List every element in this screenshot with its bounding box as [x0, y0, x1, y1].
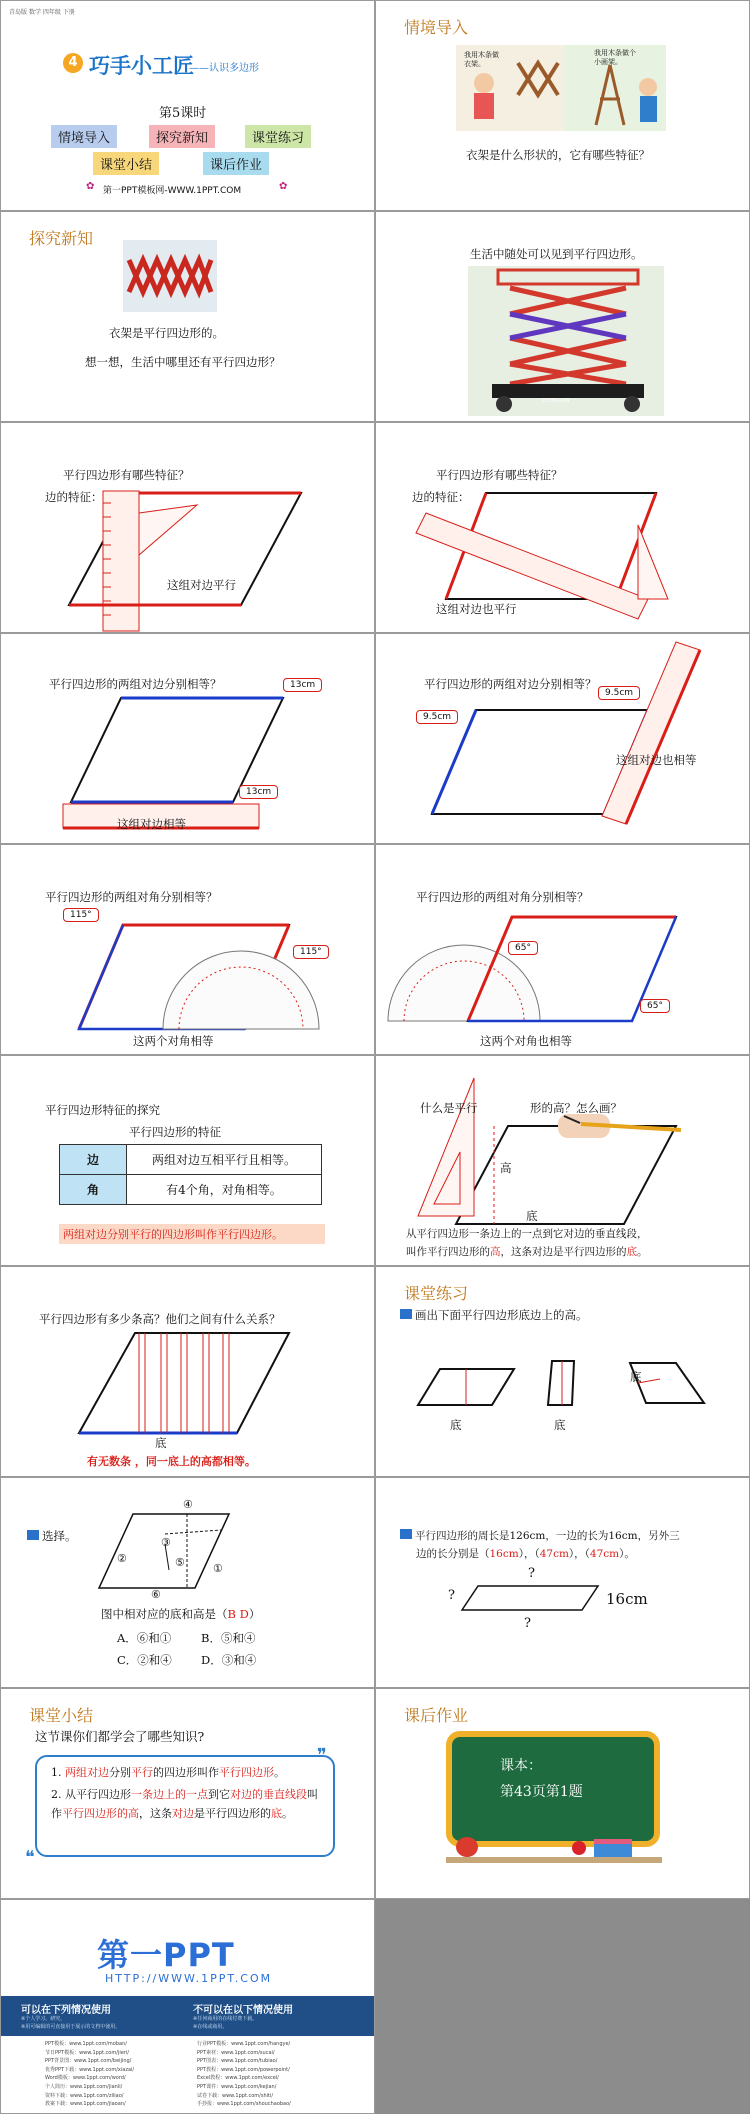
parallelogram-figure [376, 634, 750, 844]
choice-question: 图中相对应的底和高是（B D） [101, 1607, 261, 1621]
menu-item-explore[interactable]: 探究新知 [149, 125, 215, 148]
slide-choice[interactable] [0, 1477, 375, 1688]
parallelogram-figure [376, 845, 750, 1055]
slide-question-a: 什么是平行 [420, 1101, 478, 1115]
perimeter-question-2: 边的长分别是（16cm），（47cm），（47cm）。 [416, 1548, 635, 1560]
conclusion-box: 两组对边分别平行的四边形叫作平行四边形。 [59, 1224, 325, 1244]
angle-callout: 115° [293, 945, 329, 959]
slide-text: 想一想，生活中哪里还有平行四边形？ [85, 355, 281, 369]
figure-note: 这两个对角也相等 [480, 1034, 572, 1048]
table-cell: 两组对边互相平行且相等。 [127, 1145, 322, 1175]
menu-item-intro[interactable]: 情境导入 [51, 125, 117, 148]
slide-ad[interactable] [0, 1899, 375, 2114]
unknown-side: ? [528, 1566, 535, 1581]
summary-point-1: 1. 两组对边分别平行的四边形叫作平行四边形。 [51, 1766, 285, 1779]
angle-callout: 115° [63, 908, 99, 922]
coat-rack-photo [123, 240, 217, 312]
slide-question: 平行四边形的两组对角分别相等？ [416, 890, 589, 904]
lesson-period: 第5课时 [159, 106, 207, 121]
slide-angles-1[interactable] [0, 844, 375, 1055]
summary-point-2: 2. 从平行四边形一条边上的一点到它对边的垂直线段叫作平行四边形的高，这条对边是平行四边形的底。 [51, 1788, 318, 1820]
summary-question: 这节课你们都学会了哪些知识? [35, 1729, 205, 1744]
ad-link[interactable]: PPT模板：www.1ppt.com/moban/ [45, 2041, 127, 2047]
perimeter-figure [376, 1478, 750, 1688]
menu-item-homework[interactable]: 课后作业 [203, 152, 269, 175]
ad-cannot-line: ※任何商用的在线付费下载。 [193, 2016, 258, 2022]
practice-figures [376, 1267, 750, 1477]
quote-icon: ❞ [317, 1745, 327, 1766]
ad-links-right [197, 2040, 291, 2109]
figure-note: 这组对边相等 [117, 817, 186, 831]
table-row [60, 1145, 322, 1175]
flower-icon: ✿ [279, 181, 288, 192]
choice-task: 选择。 [27, 1528, 77, 1544]
ad-link[interactable]: Excel教程：www.1ppt.com/excel/ [197, 2075, 279, 2082]
slide-cover[interactable] [0, 0, 375, 211]
figure-number: ⑥ [151, 1588, 161, 1601]
side-length-label: 16cm [606, 1590, 648, 1608]
choice-option[interactable]: B．⑤和④ [201, 1631, 256, 1645]
lesson-number-badge: 4 [63, 53, 83, 73]
ad-link[interactable]: PPT背景图：www.1ppt.com/beijing/ [45, 2058, 132, 2065]
definition-line-1: 从平行四边形一条边上的一点到它对边的垂直线段， [406, 1228, 648, 1240]
figure-number: ① [213, 1562, 223, 1575]
slide-practice-draw[interactable] [375, 1266, 750, 1477]
base-label: 底 [526, 1209, 538, 1223]
ad-cannot-line: ※在线或商用。 [193, 2024, 228, 2030]
slide-question: 平行四边形有哪些特征？ [436, 468, 563, 482]
figure-number: ⑤ [175, 1556, 185, 1569]
slide-summary[interactable] [0, 1688, 375, 1899]
figure-note: 这组对边也平行 [436, 602, 517, 616]
length-callout: 9.5cm [598, 686, 640, 700]
slide-question: 平行四边形有哪些特征？ [63, 468, 190, 482]
heights-figure [1, 1267, 375, 1477]
ad-logo: 第一PPT [97, 1936, 235, 1974]
ad-link[interactable]: PPT素材：www.1ppt.com/sucai/ [197, 2049, 275, 2056]
unknown-side: ? [448, 1588, 455, 1603]
ad-can-title: 可以在下列情况使用 [21, 2005, 111, 2016]
ad-link[interactable]: 资料下载：www.1ppt.com/ziliao/ [45, 2092, 124, 2099]
slide-intro[interactable] [375, 0, 750, 211]
menu-item-practice[interactable]: 课堂练习 [245, 125, 311, 148]
length-callout: 9.5cm [416, 710, 458, 724]
cover-website: 第一PPT模板网-WWW.1PPT.COM [103, 186, 242, 196]
angle-callout: 65° [640, 999, 670, 1013]
slide-label: 边的特征： [45, 490, 103, 504]
ad-link[interactable]: 试卷下载：www.1ppt.com/shiti/ [197, 2092, 274, 2099]
answer-text: 有无数条 ，同一底上的高都相等。 [87, 1455, 256, 1468]
figure-note: 这组对边平行 [167, 578, 236, 592]
choice-option[interactable]: C．②和④ [117, 1653, 172, 1667]
base-label: 底 [450, 1418, 462, 1432]
section-heading: 课后作业 [404, 1706, 469, 1725]
cover-subtitle: ——认识多边形 [189, 63, 259, 74]
slide-feature-table[interactable] [0, 1055, 375, 1266]
slide-perimeter[interactable] [375, 1477, 750, 1688]
ad-url[interactable]: HTTP://WWW.1PPT.COM [105, 1972, 273, 1985]
ad-link[interactable]: 教案下载：www.1ppt.com/jiaoan/ [45, 2101, 126, 2108]
apple-icon [572, 1841, 586, 1855]
speech-bubble-left: 我用木条做衣架。 [464, 51, 499, 68]
ad-links-left [45, 2040, 134, 2109]
books-icon [594, 1839, 632, 1857]
length-callout: 13cm [283, 678, 322, 692]
parallelogram-figure [1, 634, 375, 844]
shelf [446, 1857, 662, 1863]
slide-sides-equal-2[interactable] [375, 633, 750, 844]
lift-brand-label: ZOOMLION [542, 398, 570, 404]
figure-note: 这组对边也相等 [616, 753, 697, 767]
scissor-lift-photo [468, 266, 664, 416]
figure-note: 这两个对角相等 [133, 1034, 214, 1048]
parallelogram-figure [1, 423, 375, 633]
perimeter-question-1: 平行四边形的周长是126cm，一边的长为16cm，另外三 [400, 1528, 680, 1543]
header-meta: 青岛版 数学 四年级 下册 [9, 9, 75, 16]
figure-number: ④ [183, 1498, 193, 1511]
ad-link[interactable]: 行业PPT模板：www.1ppt.com/hangye/ [197, 2041, 291, 2047]
slide-many-heights[interactable] [0, 1266, 375, 1477]
ad-can-line: ※个人学习、研究。 [21, 2016, 66, 2022]
slide-label: 边的特征： [412, 490, 470, 504]
table-row-head: 角 [60, 1175, 127, 1205]
slide-sides-equal-1[interactable] [0, 633, 375, 844]
slide-question: 平行四边形有多少条高？他们之间有什么关系？ [39, 1312, 281, 1326]
choice-option[interactable]: A．⑥和① [117, 1631, 172, 1645]
table-row [60, 1175, 322, 1205]
figure-number: ② [117, 1552, 127, 1565]
ad-link[interactable]: 个人简历：www.1ppt.com/jianli/ [45, 2083, 123, 2090]
table-title: 平行四边形的特征 [129, 1125, 221, 1139]
ad-cannot-title: 不可以在以下情况使用 [193, 2005, 293, 2016]
section-heading: 探究新知 [29, 229, 94, 248]
height-label: 高 [500, 1161, 512, 1175]
length-callout: 13cm [239, 785, 278, 799]
slide-text: 衣架是平行四边形的。 [109, 326, 224, 340]
slide-height-def[interactable] [375, 1055, 750, 1266]
ad-link[interactable]: 节日PPT模板：www.1ppt.com/jieri/ [45, 2049, 129, 2056]
blackboard-line-2: 第43页第1题 [500, 1784, 583, 1800]
parallelogram-figure [376, 423, 750, 633]
ad-link[interactable]: 手抄报：www.1ppt.com/shouchaobao/ [197, 2101, 291, 2108]
alarm-clock-icon [456, 1837, 478, 1857]
slide-homework[interactable] [375, 1688, 750, 1899]
choice-option[interactable]: D．③和④ [201, 1653, 257, 1667]
base-label: 底 [155, 1436, 167, 1450]
features-table [59, 1144, 322, 1205]
ad-can-line: ※用可编辑的可直接用于展示的文档中使用。 [21, 2024, 121, 2030]
ad-link[interactable]: Word模板：www.1ppt.com/word/ [45, 2075, 126, 2082]
section-heading: 课堂练习 [404, 1284, 469, 1303]
ad-link[interactable]: 优秀PPT下载：www.1ppt.com/xiazai/ [45, 2066, 135, 2073]
ad-link[interactable]: PPT图表：www.1ppt.com/tubiao/ [197, 2058, 278, 2065]
slide-text: 生活中随处可以见到平行四边形。 [470, 247, 643, 261]
table-row-head: 边 [60, 1145, 127, 1175]
slide-text: 衣架是什么形状的，它有哪些特征？ [466, 148, 650, 162]
base-label: 底 [554, 1418, 566, 1432]
section-heading: 情境导入 [404, 18, 469, 37]
slide-angles-2[interactable] [375, 844, 750, 1055]
empty-cell [375, 1899, 750, 2114]
slide-question: 平行四边形的两组对边分别相等？ [424, 677, 597, 691]
flower-icon: ✿ [86, 181, 95, 192]
slide-question: 平行四边形的两组对角分别相等？ [45, 890, 218, 904]
ad-link[interactable]: PPT教程：www.1ppt.com/powerpoint/ [197, 2066, 290, 2073]
quote-icon: ❝ [25, 1847, 35, 1868]
ad-link[interactable]: PPT课件：www.1ppt.com/kejian/ [197, 2083, 277, 2090]
slide-title: 平行四边形特征的探究 [45, 1103, 160, 1117]
practice-task: 画出下面平行四边形底边上的高。 [400, 1307, 588, 1323]
section-heading: 课堂小结 [29, 1706, 94, 1725]
base-label: 底 [630, 1370, 642, 1384]
slide-explore[interactable] [0, 211, 375, 422]
figure-number: ③ [161, 1536, 171, 1549]
slide-question-b: 形的高？怎么画？ [530, 1101, 622, 1115]
slide-question: 平行四边形的两组对边分别相等？ [49, 677, 222, 691]
slide-edges-1[interactable] [0, 422, 375, 633]
menu-item-summary[interactable]: 课堂小结 [93, 152, 159, 175]
slide-lift[interactable] [375, 211, 750, 422]
blackboard-line-1: 课本： [500, 1758, 542, 1774]
cover-title: 巧手小工匠 [89, 54, 194, 78]
speech-bubble-right: 我用木条做个小画架。 [594, 49, 636, 66]
unknown-side: ? [524, 1616, 531, 1631]
table-cell: 有4个角，对角相等。 [127, 1175, 322, 1205]
slide-edges-2[interactable] [375, 422, 750, 633]
definition-line-2: 叫作平行四边形的高，这条对边是平行四边形的底。 [406, 1246, 648, 1258]
angle-callout: 65° [508, 941, 538, 955]
